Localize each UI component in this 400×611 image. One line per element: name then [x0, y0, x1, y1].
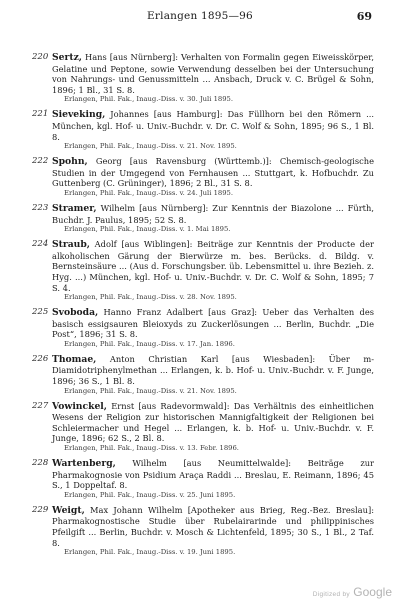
entry-number: 224: [32, 239, 49, 250]
entry-citation: [52, 307, 374, 340]
entry-author: Straub,: [52, 239, 90, 251]
dissertation-entry: [0, 239, 400, 302]
entry-citation: [52, 52, 374, 95]
google-watermark: [313, 585, 392, 599]
dissertation-entry: [0, 52, 400, 104]
entry-number: 221: [32, 109, 49, 120]
entry-citation: [52, 156, 374, 189]
entry-citation: [52, 239, 374, 293]
entry-author: Wartenberg,: [52, 458, 116, 470]
entry-title-imprint: Georg [aus Ravensburg (Württemb.)]: Chemisch-geologische Studien in der Umgegend von Fernhausen ... Stuttgart, k. Hofbuchdr. Zu Guttenberg (C. Grüninger), 1896; 2 Bl., 31 S. 8.: [52, 156, 374, 189]
page-header: [0, 10, 400, 26]
entry-title-imprint: Hans [aus Nürnberg]: Verhalten von Formalin gegen Eiweisskörper, Gelatine und Peptone, sowie Verwendung desselben bei der Untersuchung von Nahrungs- und Genussmitteln ... Ansbach, Druck v. C. Brügel & Sohn, 1896; 1 Bl., 31 S. 8.: [52, 52, 374, 95]
entry-title-imprint: Ernst [aus Radevormwald]: Das Verhältnis des einheitlichen Wesens der Religion zur historischen Mannigfaltigkeit der Religionen bei Schleiermacher und Hegel ... Erlangen, k. b. Hof- u. Univ.-Buchdr. v. F. Junge, 1896; 62 S., 2 Bl. 8.: [52, 400, 374, 444]
entry-citation: [52, 401, 374, 444]
dissertation-entry: [0, 203, 400, 234]
entry-author: Vowinckel,: [52, 400, 107, 412]
entry-number: 222: [32, 156, 49, 167]
entry-author: Spohn,: [52, 156, 88, 168]
entry-faculty-note: Erlangen, Phil. Fak., Inaug.-Diss. v. 21. Nov. 1895.: [64, 386, 237, 395]
entry-number: 226: [32, 353, 49, 364]
dissertation-entry: [0, 505, 400, 557]
entry-title-imprint: Wilhelm [aus Nürnberg]: Zur Kenntnis der Biazolone ... Fürth, Buchdr. J. Paulus, 1895; 52 S. 8.: [52, 202, 374, 225]
entry-faculty-note: Erlangen, Phil. Fak., Inaug.-Diss. v. 25. Juni 1895.: [64, 490, 236, 499]
dissertation-list: [0, 52, 400, 562]
entry-title-imprint: Anton Christian Karl [aus Wiesbaden]: Über m-Diamidotriphenylmethan ... Erlangen, k. b. Hof- u. Univ.-Buchdr. v. F. Junge, 1896; 36 S., 1 Bl. 8.: [52, 353, 374, 387]
entry-author: Thomae,: [52, 353, 97, 365]
entry-citation: [52, 458, 374, 491]
entry-number: 220: [32, 52, 49, 62]
entry-citation: [52, 203, 374, 225]
entry-author: Weigt,: [52, 504, 85, 516]
entry-faculty-note: Erlangen, Phil. Fak., Inaug.-Diss. v. 1. Mai 1895.: [64, 225, 231, 234]
watermark-prefix: Digitized by: [312, 591, 350, 598]
entry-author: Svoboda,: [52, 307, 99, 319]
entry-faculty-note: Erlangen, Phil. Fak., Inaug.-Diss. v. 24. Juli 1895.: [64, 188, 234, 197]
entry-number: 228: [32, 458, 49, 469]
entry-number: 227: [32, 400, 49, 411]
dissertation-entry: [0, 109, 400, 151]
entry-title-imprint: Adolf [aus Wiblingen]: Beiträge zur Kenntnis der Producte der alkoholischen Gärung der Bierwürze m. bes. Berücks. d. Bildg. v. Bernsteinsäure ... (Aus d. Forschungsber. üb. Lebensmittel u. ihre Bezieh. z. Hyg. ...) München, kgl. Hof- u. Univ.-Buchdr. v. Dr. C. Wolf & Sohn, 1895; 7 S. 4.: [52, 239, 374, 293]
entry-title-imprint: Hanno Franz Adalbert [aus Graz]: Ueber das Verhalten des basisch essigsauren Bleioxyds zu Zuckerlösungen ... Berlin, Buchdr. „Die Post“, 1896; 31 S. 8.: [52, 307, 374, 340]
entry-number: 223: [32, 202, 49, 213]
entry-author: Sertz,: [52, 52, 82, 63]
entry-number: 225: [32, 307, 49, 318]
entry-title-imprint: Johannes [aus Hamburg]: Das Füllhorn bei den Römern ... München, kgl. Hof- u. Univ.-Buchdr. v. Dr. C. Wolf & Sohn, 1895; 96 S., 1 Bl. 8.: [52, 109, 374, 142]
entry-title-imprint: Max Johann Wilhelm [Apotheker aus Brieg, Reg.-Bez. Breslau]: Pharmakognostische Studie über Rubelairarinde und philippinisches Pfeilgift ... Berlin, Buchdr. v. Mosch & Lichtenfeld, 1895; 30 S., 1 Bl., 2 Taf. 8.: [52, 504, 374, 548]
entry-author: Stramer,: [52, 202, 97, 214]
entry-author: Sieveking,: [52, 109, 106, 121]
dissertation-entry: [0, 401, 400, 453]
dissertation-entry: [0, 458, 400, 500]
entry-number: 229: [32, 504, 49, 515]
dissertation-entry: [0, 156, 400, 198]
entry-citation: [52, 109, 374, 142]
dissertation-entry: [0, 307, 400, 349]
entry-faculty-note: Erlangen, Phil. Fak., Inaug.-Diss. v. 21. Nov. 1895.: [64, 142, 237, 151]
running-title: Erlangen 1895—96: [147, 10, 253, 22]
entry-title-imprint: Wilhelm [aus Neumittelwalde]: Beiträge zur Pharmakognosie von Psidium Araça Raddi ... Breslau, E. Reimann, 1896; 45 S., 1 Doppeltaf. 8.: [52, 458, 374, 491]
entry-citation: [52, 354, 374, 387]
watermark-brand: Google: [353, 585, 392, 599]
entry-faculty-note: Erlangen, Phil. Fak., Inaug.-Diss. v. 28. Nov. 1895.: [64, 293, 237, 302]
dissertation-entry: [0, 354, 400, 396]
page-number: 69: [356, 10, 372, 23]
entry-faculty-note: Erlangen, Phil. Fak., Inaug.-Diss. v. 30. Juli 1895.: [64, 95, 234, 104]
entry-citation: [52, 505, 374, 548]
entry-faculty-note: Erlangen, Phil. Fak., Inaug.-Diss. v. 13. Febr. 1896.: [64, 444, 239, 453]
entry-faculty-note: Erlangen, Phil. Fak., Inaug.-Diss. v. 19. Juni 1895.: [64, 548, 236, 557]
entry-faculty-note: Erlangen, Phil. Fak., Inaug.-Diss. v. 17. Jan. 1896.: [64, 339, 235, 348]
